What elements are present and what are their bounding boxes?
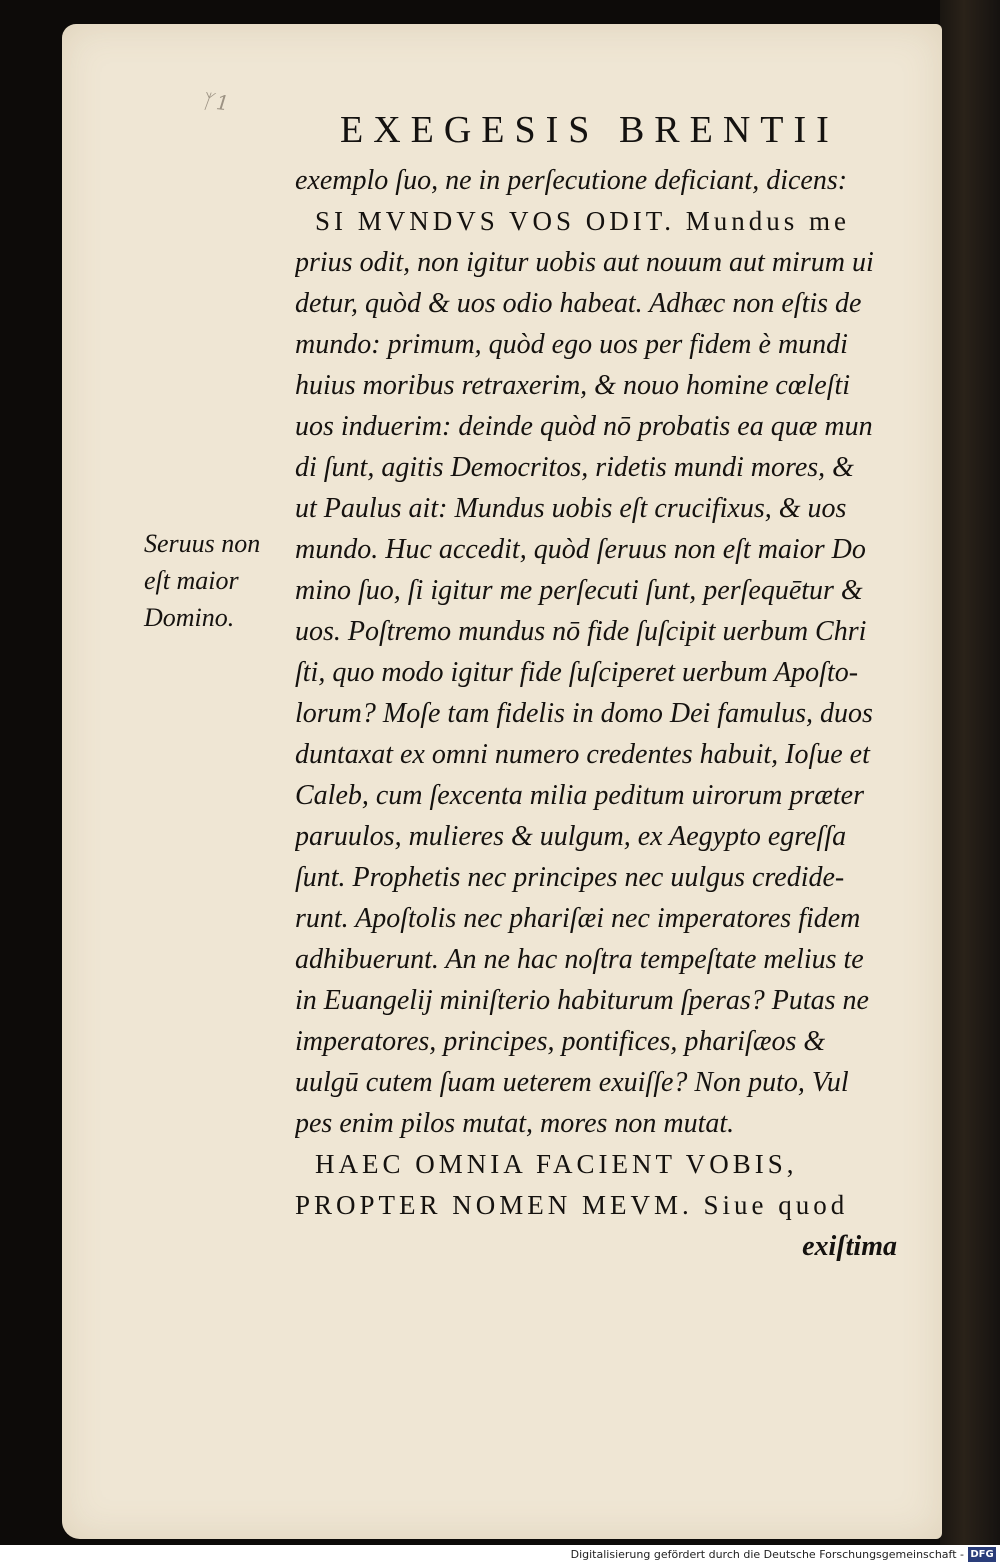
footer-bar xyxy=(0,1545,1000,1565)
running-head: EXEGESIS BRENTII xyxy=(340,109,839,151)
funding-credit: Digitalisierung gefördert durch die Deutsche Forschungsgemeinschaft - xyxy=(570,1548,964,1561)
text-line: uos induerim: deinde quòd nō probatis ea quæ mun xyxy=(295,411,873,442)
text-line: ut Paulus ait: Mundus uobis eſt crucifixus, & uos xyxy=(295,493,847,524)
text-line: duntaxat ex omni numero credentes habuit, Ioſue et xyxy=(295,739,870,770)
book-cover-edge xyxy=(940,0,1000,1545)
text-line: SI MVNDVS VOS ODIT. Mundus me xyxy=(315,206,851,236)
margin-note xyxy=(144,525,284,636)
text-line: detur, quòd & uos odio habeat. Adhæc non eſtis de xyxy=(295,288,862,319)
text-line: pes enim pilos mutat, mores non mutat. xyxy=(295,1108,735,1139)
text-line: adhibuerunt. An ne hac noſtra tempeſtate melius te xyxy=(295,944,864,975)
text-line: paruulos, mulieres & uulgum, ex Aegypto egreſſa xyxy=(295,821,847,852)
text-line: mundo: primum, quòd ego uos per fidem è mundi xyxy=(295,329,848,360)
main-text-block xyxy=(295,160,935,1267)
margin-note-line: Domino. xyxy=(144,603,235,632)
text-line: huius moribus retraxerim, & nouo homine cœleſti xyxy=(295,370,851,401)
text-line: runt. Apoſtolis nec phariſæi nec imperatores fidem xyxy=(295,903,861,934)
dfg-logo-icon: DFG xyxy=(968,1547,996,1562)
catchword: exiſtima xyxy=(802,1231,897,1262)
text-line: PROPTER NOMEN MEVM. Siue quod xyxy=(295,1190,849,1220)
margin-note-line: eſt maior xyxy=(144,566,239,595)
text-line: uos. Poſtremo mundus nō fide ſuſcipit uerbum Chri xyxy=(295,616,867,647)
text-line: di ſunt, agitis Democritos, ridetis mundi mores, & xyxy=(295,452,854,483)
page-ink-mark: ᛉ1 xyxy=(199,88,235,116)
text-line: ſti, quo modo igitur fide ſuſciperet uerbum Apoſto- xyxy=(295,657,859,688)
text-line: mundo. Huc accedit, quòd ſeruus non eſt maior Do xyxy=(295,534,866,565)
text-line: lorum? Moſe tam fidelis in domo Dei famulus, duos xyxy=(295,698,873,729)
text-line: uulgū cutem ſuam ueterem exuiſſe? Non puto, Vul xyxy=(295,1067,849,1098)
text-line: HAEC OMNIA FACIENT VOBIS, xyxy=(315,1149,798,1179)
text-line: imperatores, principes, pontifices, phariſæos & xyxy=(295,1026,826,1057)
text-line: Caleb, cum ſexcenta milia peditum uirorum præter xyxy=(295,780,864,811)
margin-note-line: Seruus non xyxy=(144,529,261,558)
text-line: exemplo ſuo, ne in perſecutione deficiant, dicens: xyxy=(295,165,848,196)
text-line: mino ſuo, ſi igitur me perſecuti ſunt, perſequētur & xyxy=(295,575,863,606)
text-line: in Euangelij miniſterio habiturum ſperas? Putas ne xyxy=(295,985,869,1016)
text-line: prius odit, non igitur uobis aut nouum aut mirum ui xyxy=(295,247,874,278)
text-line: ſunt. Prophetis nec principes nec uulgus credide- xyxy=(295,862,845,893)
